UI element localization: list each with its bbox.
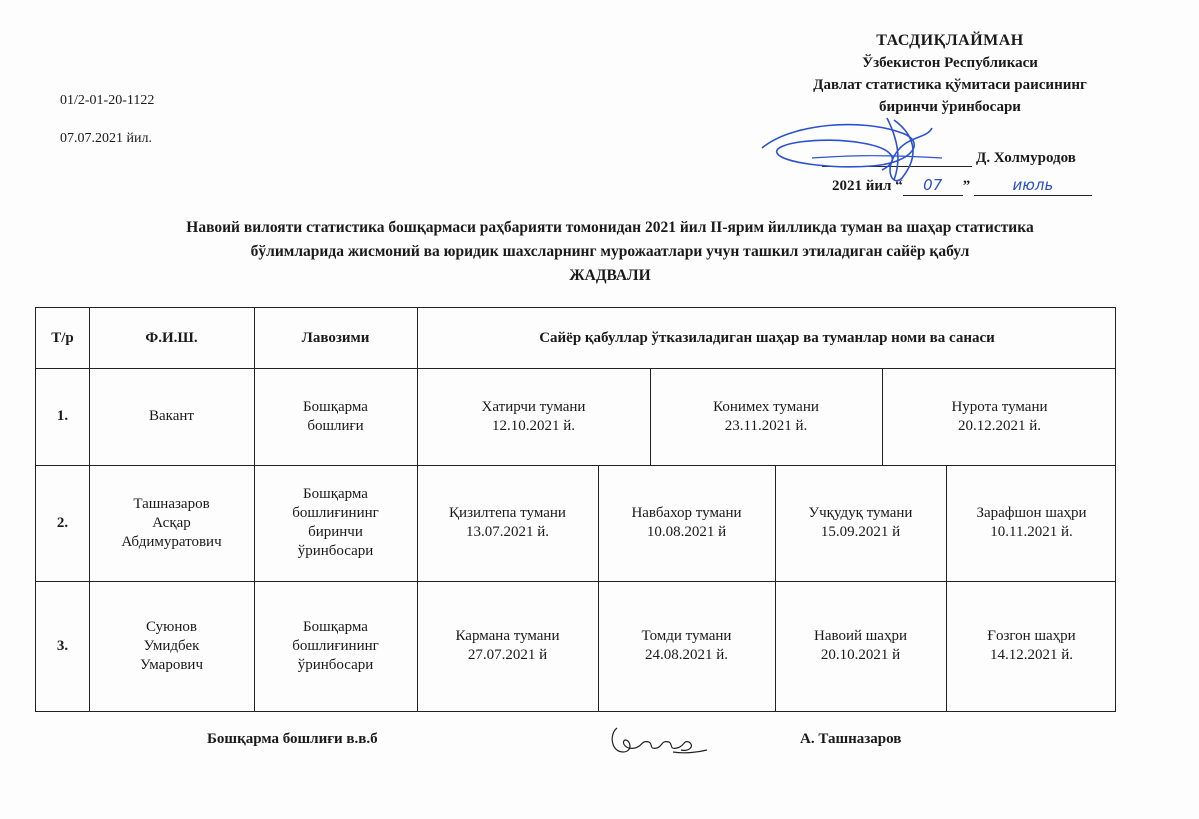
visit-place: Конимех тумани — [713, 398, 819, 415]
visit-place: Томди тумани — [641, 628, 732, 644]
row-1-visit-1 — [417, 368, 650, 465]
approval-line-1: Ўзбекистон Республикаси — [862, 55, 1038, 71]
registration-date: 07.07.2021 йил. — [60, 131, 152, 146]
header-position: Лавозими — [301, 329, 370, 346]
schedule-table — [35, 307, 1116, 712]
row-3-visit-3 — [775, 581, 946, 711]
row-3-name-line: Умарович — [139, 656, 203, 673]
visit-place: Учқудуқ тумани — [808, 505, 913, 521]
approval-signature-image — [752, 108, 952, 188]
row-2-visit-3 — [775, 465, 946, 581]
row-1-name — [89, 368, 254, 465]
document-title — [60, 215, 1160, 287]
visit-place: Хатирчи тумани — [481, 398, 586, 415]
approval-line-3: биринчи ўринбосари — [879, 99, 1021, 115]
approval-date-prefix: 2021 йил “ — [832, 178, 903, 194]
row-1-position — [254, 368, 417, 465]
row-2-position-line: биринчи — [308, 524, 363, 540]
row-3-name — [89, 581, 254, 711]
row-2-visit-2 — [598, 465, 775, 581]
approval-line-2: Давлат статистика қўмитаси раисининг — [813, 77, 1087, 93]
approval-date-mid: ” — [962, 178, 971, 194]
visit-place: Зарафшон шаҳри — [976, 505, 1087, 521]
row-2-name-line: Ташназаров — [133, 495, 210, 512]
visit-date: 20.12.2021 й. — [957, 417, 1042, 434]
visit-date: 13.07.2021 й. — [465, 524, 550, 540]
visit-place: Навоий шаҳри — [813, 628, 907, 644]
registration-number: 01/2-01-20-1122 — [60, 93, 155, 108]
row-2-position-line: Бошқарма — [303, 486, 368, 502]
visit-place: Навбахор тумани — [631, 505, 742, 521]
footer-position: Бошқарма бошлиғи в.в.б — [207, 731, 378, 747]
row-3-name-line: Умидбек — [143, 637, 200, 654]
approval-signatory: Д. Холмуродов — [976, 150, 1076, 166]
row-3-visit-2 — [598, 581, 775, 711]
row-2-name — [89, 465, 254, 581]
title-line-2: бўлимларида жисмоний ва юридик шахсларнинг мурожаатлари учун ташкил этиладиган сайёр қабул — [250, 243, 970, 260]
row-2-name-line: Абдимуратович — [121, 533, 222, 550]
title-line-1: Навоий вилояти статистика бошқармаси раҳбарияти томонидан 2021 йил II-ярим йилликда туман ва шаҳар статистика — [186, 219, 1034, 236]
footer-signatory: А. Ташназаров — [800, 731, 902, 747]
row-1-position-line: бошлиғи — [307, 417, 364, 434]
title-line-3: ЖАДВАЛИ — [569, 267, 651, 284]
visit-place: Нурота тумани — [951, 398, 1048, 415]
row-3-position-line: ўринбосари — [297, 656, 374, 673]
row-3-name-line: Суюнов — [146, 618, 197, 635]
approval-date-day: 07 — [923, 176, 943, 194]
approval-title: ТАСДИҚЛАЙМАН — [876, 32, 1024, 49]
visit-date: 10.11.2021 й. — [990, 524, 1073, 540]
row-2-name-line: Асқар — [152, 514, 191, 531]
visit-place: Кармана тумани — [455, 628, 560, 644]
row-2-position — [254, 465, 417, 581]
row-1-name-line: Вакант — [149, 408, 194, 424]
visit-date: 15.09.2021 й — [820, 524, 901, 540]
row-1-visit-2 — [650, 368, 882, 465]
row-1-num: 1. — [56, 408, 69, 424]
row-3-position-line: Бошқарма — [303, 618, 368, 635]
visit-date: 24.08.2021 й. — [644, 647, 729, 663]
approval-block — [740, 30, 1160, 118]
row-3-visit-4 — [946, 581, 1117, 711]
row-3-position-line: бошлиғининг — [292, 637, 379, 654]
visit-date: 10.08.2021 й — [646, 524, 727, 540]
approval-date-month: июль — [1012, 176, 1054, 194]
row-3-position — [254, 581, 417, 711]
visit-date: 12.10.2021 й. — [491, 417, 576, 434]
visit-place: Ғозгон шаҳри — [987, 628, 1076, 644]
row-1-position-line: Бошқарма — [303, 398, 368, 415]
visit-date: 14.12.2021 й. — [989, 647, 1074, 663]
visit-date: 23.11.2021 й. — [724, 417, 808, 434]
visit-date: 20.10.2021 й — [820, 647, 901, 663]
row-2-visit-1 — [417, 465, 598, 581]
row-2-num: 2. — [56, 514, 69, 531]
row-3-num: 3. — [56, 637, 69, 654]
row-2-position-line: ўринбосари — [297, 543, 374, 559]
header-visits: Сайёр қабуллар ўтказиладиган шаҳар ва туманлар номи ва санаси — [539, 329, 995, 346]
visit-place: Қизилтепа тумани — [449, 505, 566, 521]
footer-signature-image — [603, 722, 713, 762]
header-name: Ф.И.Ш. — [145, 329, 198, 346]
row-1-visit-3 — [882, 368, 1117, 465]
header-num: Т/р — [51, 329, 74, 346]
row-3-visit-1 — [417, 581, 598, 711]
row-2-visit-4 — [946, 465, 1117, 581]
row-2-position-line: бошлиғининг — [292, 505, 379, 521]
visit-date: 27.07.2021 й — [467, 647, 548, 663]
